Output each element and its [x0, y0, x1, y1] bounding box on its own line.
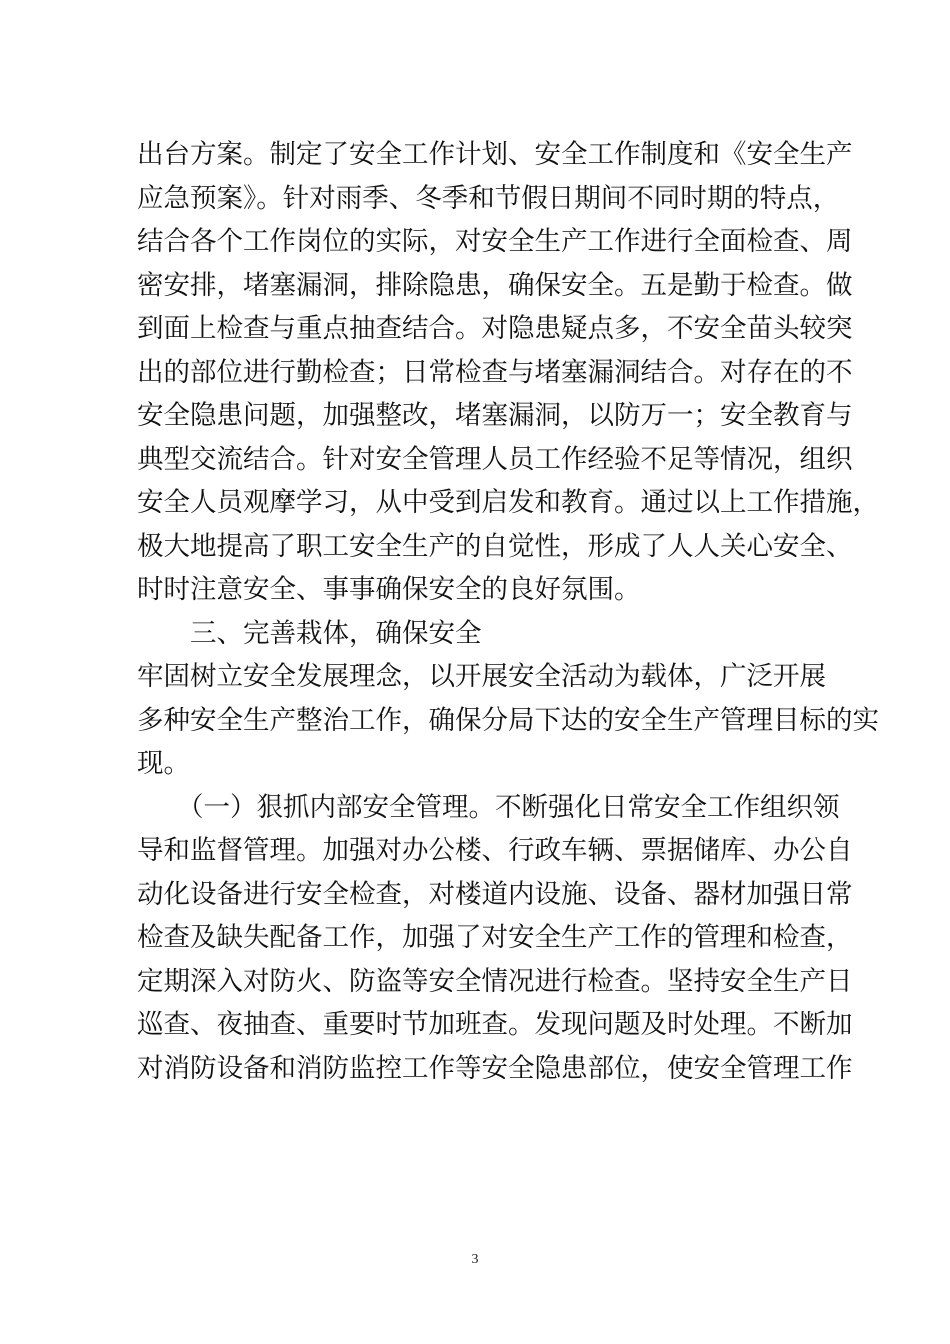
text-line: 牢固树立安全发展理念，以开展安全活动为载体，广泛开展	[137, 661, 826, 692]
text-line: 检查及缺失配备工作，加强了对安全生产工作的管理和检查，	[137, 922, 853, 953]
text-line: 巡查、夜抽查、重要时节加班查。发现问题及时处理。不断加	[137, 1009, 853, 1040]
text-line: 对消防设备和消防监控工作等安全隐患部位，使安全管理工作	[137, 1052, 853, 1084]
text-line: 应急预案》。针对雨季、冬季和节假日期间不同时期的特点，	[137, 182, 840, 214]
text-line: 时时注意安全、事事确保安全的良好氛围。	[137, 574, 641, 605]
text-line: 到面上检查与重点抽查结合。对隐患疑点多，不安全苗头较突	[137, 313, 853, 344]
text-line: 极大地提高了职工安全生产的自觉性，形成了人人关心安全、	[137, 530, 853, 562]
text-line: 安全隐患问题，加强整改，堵塞漏洞，以防万一；安全教育与	[137, 400, 853, 431]
text-line: 结合各个工作岗位的实际，对安全生产工作进行全面检查、周	[137, 226, 853, 257]
text-line: 定期深入对防火、防盗等安全情况进行检查。坚持安全生产日	[137, 965, 853, 997]
text-line: 安全人员观摩学习，从中受到启发和教育。通过以上工作措施，	[137, 487, 879, 518]
text-line: 出的部位进行勤检查；日常检查与堵塞漏洞结合。对存在的不	[137, 356, 853, 388]
text-line: 动化设备进行安全检查，对楼道内设施、设备、器材加强日常	[137, 878, 853, 910]
subsection-line: （一）狠抓内部安全管理。不断强化日常安全工作组织领	[177, 791, 840, 823]
text-line: 出台方案。制定了安全工作计划、安全工作制度和《安全生产	[137, 139, 853, 170]
text-line: 典型交流结合。针对安全管理人员工作经验不足等情况，组织	[137, 443, 853, 475]
section-heading: 三、完善栽体，确保安全	[190, 617, 482, 649]
text-line: 现。	[137, 748, 190, 779]
page-number: 3	[471, 1252, 479, 1267]
document-body	[137, 133, 879, 1090]
text-line: 密安排，堵塞漏洞，排除隐患，确保安全。五是勤于检查。做	[137, 269, 853, 301]
text-line: 导和监督管理。加强对办公楼、行政车辆、票据储库、办公自	[137, 835, 853, 866]
text-line: 多种安全生产整治工作，确保分局下达的安全生产管理目标的实	[137, 704, 879, 736]
